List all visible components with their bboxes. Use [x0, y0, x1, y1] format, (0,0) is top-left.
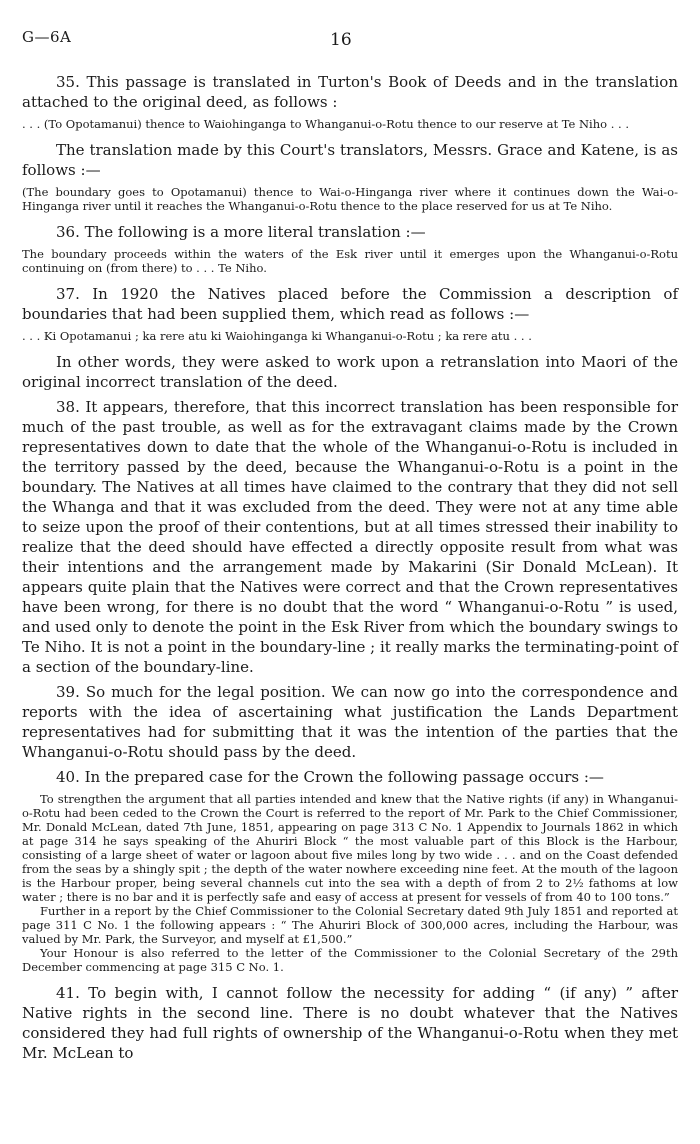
quote-turton-translation: . . . (To Opotamanui) thence to Waiohinganga to Whanganui-o-Rotu thence to our reserve at Te Niho . . . [22, 117, 629, 131]
paragraph-35: 35. This passage is translated in Turton's Book of Deeds and in the translation attached to the original deed, as follows : [22, 73, 678, 111]
quote-crown-case-3: Your Honour is also referred to the letter of the Commissioner to the Colonial Secretary of the 29th December commencing at page 315 C No. 1. [22, 946, 678, 974]
quote-crown-case-2: Further in a report by the Chief Commissioner to the Colonial Secretary dated 9th July 1851 and reported at page 311 C No. 1 the following appears : “ The Ahuriri Block of 300,000 acres, including the Harbour, was valued by Mr. Park, the Surveyor, and myself at £1,500.” [22, 904, 678, 946]
quote-court-translation: (The boundary goes to Opotamanui) thence to Wai-o-Hinganga river where it continues down the Wai-o-Hinganga river until it reaches the Whanganui-o-Rotu thence to the place reserved for us at Te Niho. [22, 185, 678, 213]
paragraph-37-other-words: In other words, they were asked to work upon a retranslation into Maori of the original incorrect translation of the deed. [22, 353, 678, 391]
quote-maori-boundary: . . . Ki Opotamanui ; ka rere atu ki Waiohinganga ki Whanganui-o-Rotu ; ka rere atu . . . [22, 329, 532, 343]
page-number: 16 [330, 30, 352, 50]
series-label: G—6A [22, 28, 72, 46]
paragraph-37: 37. In 1920 the Natives placed before the Commission a description of boundaries that had been supplied them, which read as follows :— [22, 285, 678, 323]
paragraph-41: 41. To begin with, I cannot follow the necessity for adding “ (if any) ” after Native rights in the second line. There is no doubt whatever that the Natives considered they had full rights of ownership of the Whanganui-o-Rotu when they met Mr. McLean to [22, 984, 678, 1062]
document-body [22, 72, 678, 1068]
quote-crown-case-1: To strengthen the argument that all parties intended and knew that the Native rights (if any) in Whanganui-o-Rotu had been ceded to the Crown the Court is referred to the report of Mr. Park to the Chief Commissioner, Mr. Donald McLean, dated 7th June, 1851, appearing on page 313 C No. 1 Appendix to Journals 1862 in which at page 314 he says speaking of the Ahuriri Block “ the most valuable part of this Block is the Harbour, consisting of a large sheet of water or lagoon about five miles long by two wide . . . and on the Coast defended from the seas by a shingly spit ; the depth of the water nowhere exceeding nine feet. At the mouth of the lagoon is the Harbour proper, being several channels cut into the sea with a depth of from 2 to 2½ fathoms at low water ; there is no bar and it is perfectly safe and easy of access at present for vessels of from 40 to 100 tons.” [22, 792, 678, 904]
quote-literal-translation: The boundary proceeds within the waters of the Esk river until it emerges upon the Whanganui-o-Rotu continuing on (from there) to . . . Te Niho. [22, 247, 678, 275]
paragraph-40: 40. In the prepared case for the Crown the following passage occurs :— [56, 768, 604, 786]
paragraph-35-court-translation: The translation made by this Court's translators, Messrs. Grace and Katene, is as follows :— [22, 141, 678, 179]
paragraph-39: 39. So much for the legal position. We can now go into the correspondence and reports with the idea of ascertaining what justification the Lands Department representatives had for submitting that it was the intention of the parties that the Whanganui-o-Rotu should pass by the deed. [22, 683, 678, 761]
paragraph-36: 36. The following is a more literal translation :— [56, 223, 426, 241]
paragraph-38: 38. It appears, therefore, that this incorrect translation has been responsible for much of the past trouble, as well as for the extravagant claims made by the Crown representatives down to date that the whole of the Whanganui-o-Rotu is included in the territory passed by the deed, because the Whanganui-o-Rotu is a point in the boundary. The Natives at all times have claimed to the contrary that they did not sell the Whanga and that it was excluded from the deed. They were not at any time able to seize upon the proof of their contentions, but at all times stressed their inability to realize that the deed should have effected a directly opposite result from what was their intentions and the arrangement made by Makarini (Sir Donald McLean). It appears quite plain that the Natives were correct and that the Crown representatives have been wrong, for there is no doubt that the word “ Whanganui-o-Rotu ” is used, and used only to denote the point in the Esk River from which the boundary swings to Te Niho. It is not a point in the boundary-line ; it really marks the terminating-point of a section of the boundary-line. [22, 398, 678, 676]
